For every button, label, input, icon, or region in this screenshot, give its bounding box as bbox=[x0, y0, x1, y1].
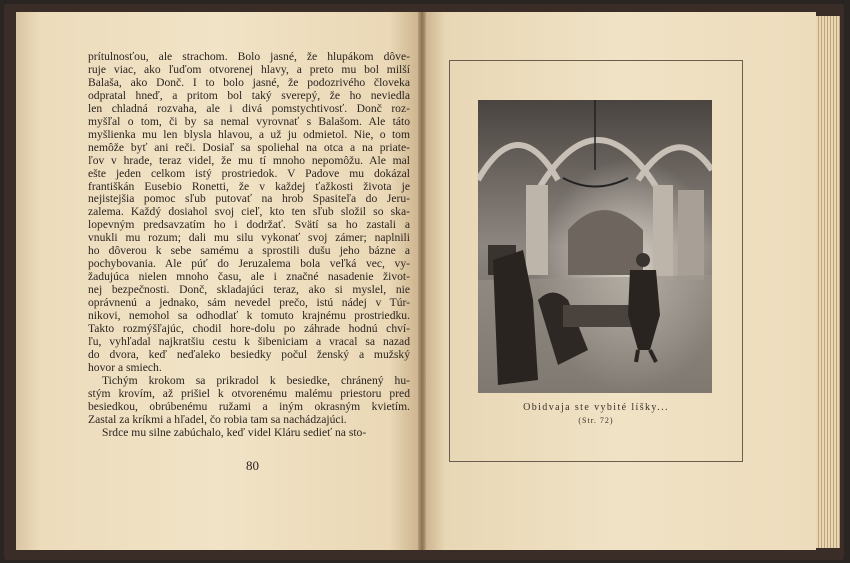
text-line: myšlienka mu len blysla hlavou, a už ju odmietol. Nie, o tom bbox=[88, 127, 410, 141]
text-line: lopevným predsavzatím ho i dodržať. Svätí sa ho zastali a bbox=[88, 218, 410, 232]
text-line: stým krovím, až prišiel k otvorenému malému priestoru pred bbox=[88, 386, 410, 400]
text-line: františkán Eusebio Ronetti, že v každej ťažkosti života je bbox=[88, 179, 410, 193]
text-line: do dvora, keď neďaleko besiedky počul ženský a mužský bbox=[88, 347, 410, 361]
text-line: Srdce mu silne zabúchalo, keď videl Kláru sedieť na sto- bbox=[102, 425, 367, 439]
text-line: Balaša, ako Donč. I to bolo jasné, že podozrivého človeka bbox=[88, 75, 410, 89]
illustration bbox=[478, 100, 712, 393]
body-text bbox=[88, 51, 410, 440]
text-line: ľu, vyhľadal najkratšiu cestu k šibeniciam a vracal sa nazad bbox=[88, 334, 410, 348]
text-line: pochybovania. Ale púť do Jeruzalema bola veľká vec, vy- bbox=[88, 257, 410, 271]
text-line: myšľal o tom, či by sa nemal vyrovnať s Balašom. Ale táto bbox=[88, 114, 410, 128]
book-spine bbox=[418, 12, 426, 550]
text-line: ešte jeden celkom istý prostriedok. V Padove mu dokázal bbox=[88, 166, 410, 180]
text-line: žadujúca nielen mnoho času, ale i značné nasadenie život- bbox=[88, 270, 410, 284]
text-line: len chladná rozvaha, ale i divá pomstychtivosť. Donč roz- bbox=[88, 101, 410, 115]
text-line: odpratal hneď, a pritom bol taký sverepý, že ho neviedla bbox=[88, 88, 410, 102]
text-line: besiedkou, obrúbenému ružami a iným okrasným kvietím. bbox=[88, 399, 410, 413]
text-line: Tichým krokom sa prikradol k besiedke, chránený hu- bbox=[102, 373, 410, 387]
page-edges bbox=[816, 16, 840, 548]
text-line: vnukli mu rozum; dali mu silu vykonať svoj zámer; naplnili bbox=[88, 231, 410, 245]
text-line: nej bezpečnosti. Donč, skladajúci teraz, ako si myslel, nie bbox=[88, 283, 410, 297]
text-line: oprávnenú a jednako, sám nevedel prečo, istú nádej v Túr- bbox=[88, 296, 410, 310]
illustration-caption: Obidvaja ste vybité líšky... bbox=[523, 402, 669, 413]
text-line: zalema. Každý dosiahol svoj cieľ, kto ten sľub složil so ska- bbox=[88, 205, 410, 219]
text-line: nejistejšia pomoc sľub putovať na hrob Spasiteľa do Jeru- bbox=[88, 192, 410, 206]
text-line: nemôže byť ani reči. Dosiaľ sa spoliehal na otca a na priate- bbox=[88, 140, 410, 154]
text-line: prítulnosťou, ale strachom. Bolo jasné, že hlupákom dôve- bbox=[88, 50, 410, 63]
caption-page-reference: (Str. 72) bbox=[578, 416, 614, 425]
text-line: Takto rozmýšľajúc, chodil hore-dolu po záhrade hodnú chví- bbox=[88, 322, 410, 336]
text-line: ľov v hrade, teraz videl, že mu tí mnoho nepomôžu. Ale mal bbox=[88, 153, 410, 167]
text-line: ho dôverou k sebe samému a sprostili dušu jeho bázne a bbox=[88, 244, 410, 258]
page-number: 80 bbox=[246, 458, 259, 473]
text-line: Zastal za kríkmi a hľadel, čo robia tam sa nachádzajúci. bbox=[88, 412, 347, 426]
text-line: nikovi, nemohol sa odhodlať k tomuto krajnému prostriedku. bbox=[88, 309, 410, 323]
text-line: hovor a smiech. bbox=[88, 360, 162, 374]
text-line: ruje viac, ako ľuďom otvorenej hlavy, a preto mu bol milší bbox=[88, 62, 410, 76]
